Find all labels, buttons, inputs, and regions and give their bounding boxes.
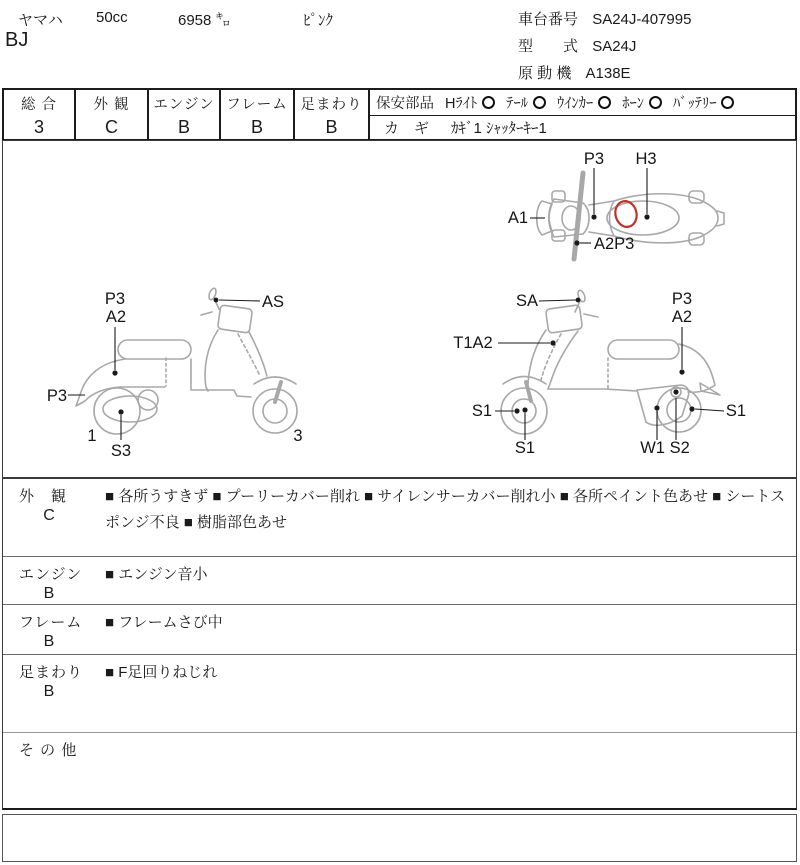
section-grade: B: [43, 585, 55, 602]
ok-circle-icon: [598, 96, 611, 109]
body-color: ﾋﾟﾝｸ: [303, 12, 334, 29]
grade-cell-exterior: [76, 90, 149, 139]
type-value: SA24J: [592, 38, 637, 55]
section-exterior: [3, 479, 796, 556]
section-grade: C: [43, 507, 55, 524]
diagram-label: P3: [104, 290, 126, 308]
chassis-number-row: [518, 8, 691, 29]
section-label: エンジン: [19, 566, 83, 583]
type-label: 型 式: [518, 38, 579, 55]
diagram-label: W1 S2: [640, 439, 690, 457]
safety-parts-title: 保安部品: [376, 96, 434, 112]
ok-circle-icon: [533, 96, 546, 109]
diagram-label: S1: [514, 439, 536, 457]
diagram-label: A2: [671, 308, 693, 326]
section-notes: ■ 各所うすきず ■ プーリーカバー削れ ■ サイレンサーカバー削れ小 ■ 各所ペイント色あせ ■ シートスポンジ不良 ■ 樹脂部色あせ: [105, 488, 786, 531]
grade-label: フレーム: [226, 97, 288, 113]
section-other: [3, 732, 796, 809]
chassis-number-value: SA24J-407995: [592, 11, 692, 28]
engine-value: A138E: [585, 65, 631, 82]
ok-circle-icon: [482, 96, 495, 109]
ok-circle-icon: [721, 96, 734, 109]
section-undercarriage: [3, 654, 796, 732]
key-row: [370, 116, 795, 139]
diagram-label: T1A2: [453, 334, 493, 352]
scooter-right-side-diagram: [425, 285, 775, 467]
diagram-label: P3: [671, 290, 693, 308]
diagram-label: S3: [110, 442, 132, 460]
safety-item-label: Hﾗｲﾄ: [445, 96, 478, 112]
diagram-label: AS: [262, 293, 285, 311]
section-grade: B: [43, 683, 55, 700]
diagram-label: A1: [507, 209, 528, 227]
diagram-label: S1: [725, 402, 747, 420]
section-notes: ■ エンジン音小: [105, 566, 208, 583]
diagram-label: A2: [105, 308, 127, 326]
chassis-number-label: 車台番号: [518, 11, 579, 28]
right-view-labels: [453, 290, 746, 457]
section-grade: B: [43, 633, 55, 650]
condition-notes-box: [2, 478, 797, 810]
grade-value: B: [250, 117, 263, 137]
safety-item-label: ﾎｰﾝ: [622, 96, 644, 112]
section-label: そ の 他: [19, 742, 78, 759]
grade-value: 3: [33, 117, 44, 137]
maker-name: ヤマハ: [18, 12, 63, 29]
grade-label: 足まわり: [300, 97, 363, 113]
safety-item-battery: [673, 92, 735, 113]
grade-value: C: [105, 117, 118, 137]
grade-cell-overall: [4, 90, 76, 139]
mileage: 6958 ㌔: [178, 12, 231, 29]
model-name: BJ: [5, 29, 29, 51]
section-label: フレーム: [19, 614, 83, 631]
diagram-label: P3: [583, 150, 605, 168]
displacement: 50cc: [96, 9, 128, 26]
scooter-left-side-diagram: [35, 285, 365, 467]
diagram-label: P3: [46, 387, 68, 405]
grade-table: [2, 88, 797, 141]
remarks-empty-box: [2, 814, 797, 862]
section-notes: ■ F足回りねじれ: [105, 664, 218, 681]
scooter-top-view-diagram: [495, 148, 795, 273]
safety-item-winker: [557, 92, 611, 113]
safety-item-label: ﾃｰﾙ: [506, 96, 528, 112]
grade-value: B: [325, 117, 338, 137]
safety-item-horn: [622, 92, 662, 113]
diagram-label: 3: [293, 427, 303, 445]
safety-parts-panel: [370, 90, 795, 139]
safety-item-label: ﾊﾞｯﾃﾘｰ: [672, 96, 717, 112]
grade-cell-undercarriage: [295, 90, 370, 139]
diagram-label: H3: [635, 150, 657, 168]
safety-item-label: ｳｲﾝｶｰ: [556, 96, 594, 112]
diagram-label: S1: [471, 402, 493, 420]
section-notes: ■ フレームさび中: [105, 614, 223, 631]
grade-cell-frame: [221, 90, 295, 139]
grade-label: 外 観: [93, 97, 130, 113]
diagram-label: SA: [515, 292, 539, 310]
section-frame: [3, 604, 796, 654]
diagram-label: A2P3: [594, 235, 635, 253]
engine-row: [518, 62, 631, 83]
key-label: カ ギ: [384, 120, 430, 137]
safety-parts-row: [370, 90, 795, 116]
section-label: 外 観: [19, 488, 68, 505]
type-row: [518, 35, 636, 56]
ok-circle-icon: [649, 96, 662, 109]
engine-label: 原 動 機: [518, 65, 572, 82]
grade-label: 総 合: [20, 97, 58, 113]
grade-cell-engine: [149, 90, 221, 139]
grade-value: B: [177, 117, 190, 137]
section-engine: [3, 556, 796, 604]
diagram-label: 1: [87, 427, 97, 445]
key-value: ｶｷﾞ1 ｼｬｯﾀｰｷｰ1: [451, 120, 547, 137]
safety-item-tail: [506, 92, 546, 113]
section-label: 足まわり: [19, 664, 84, 681]
safety-item-headlight: [445, 92, 495, 113]
left-view-labels: [47, 290, 303, 460]
grade-label: エンジン: [153, 97, 215, 113]
